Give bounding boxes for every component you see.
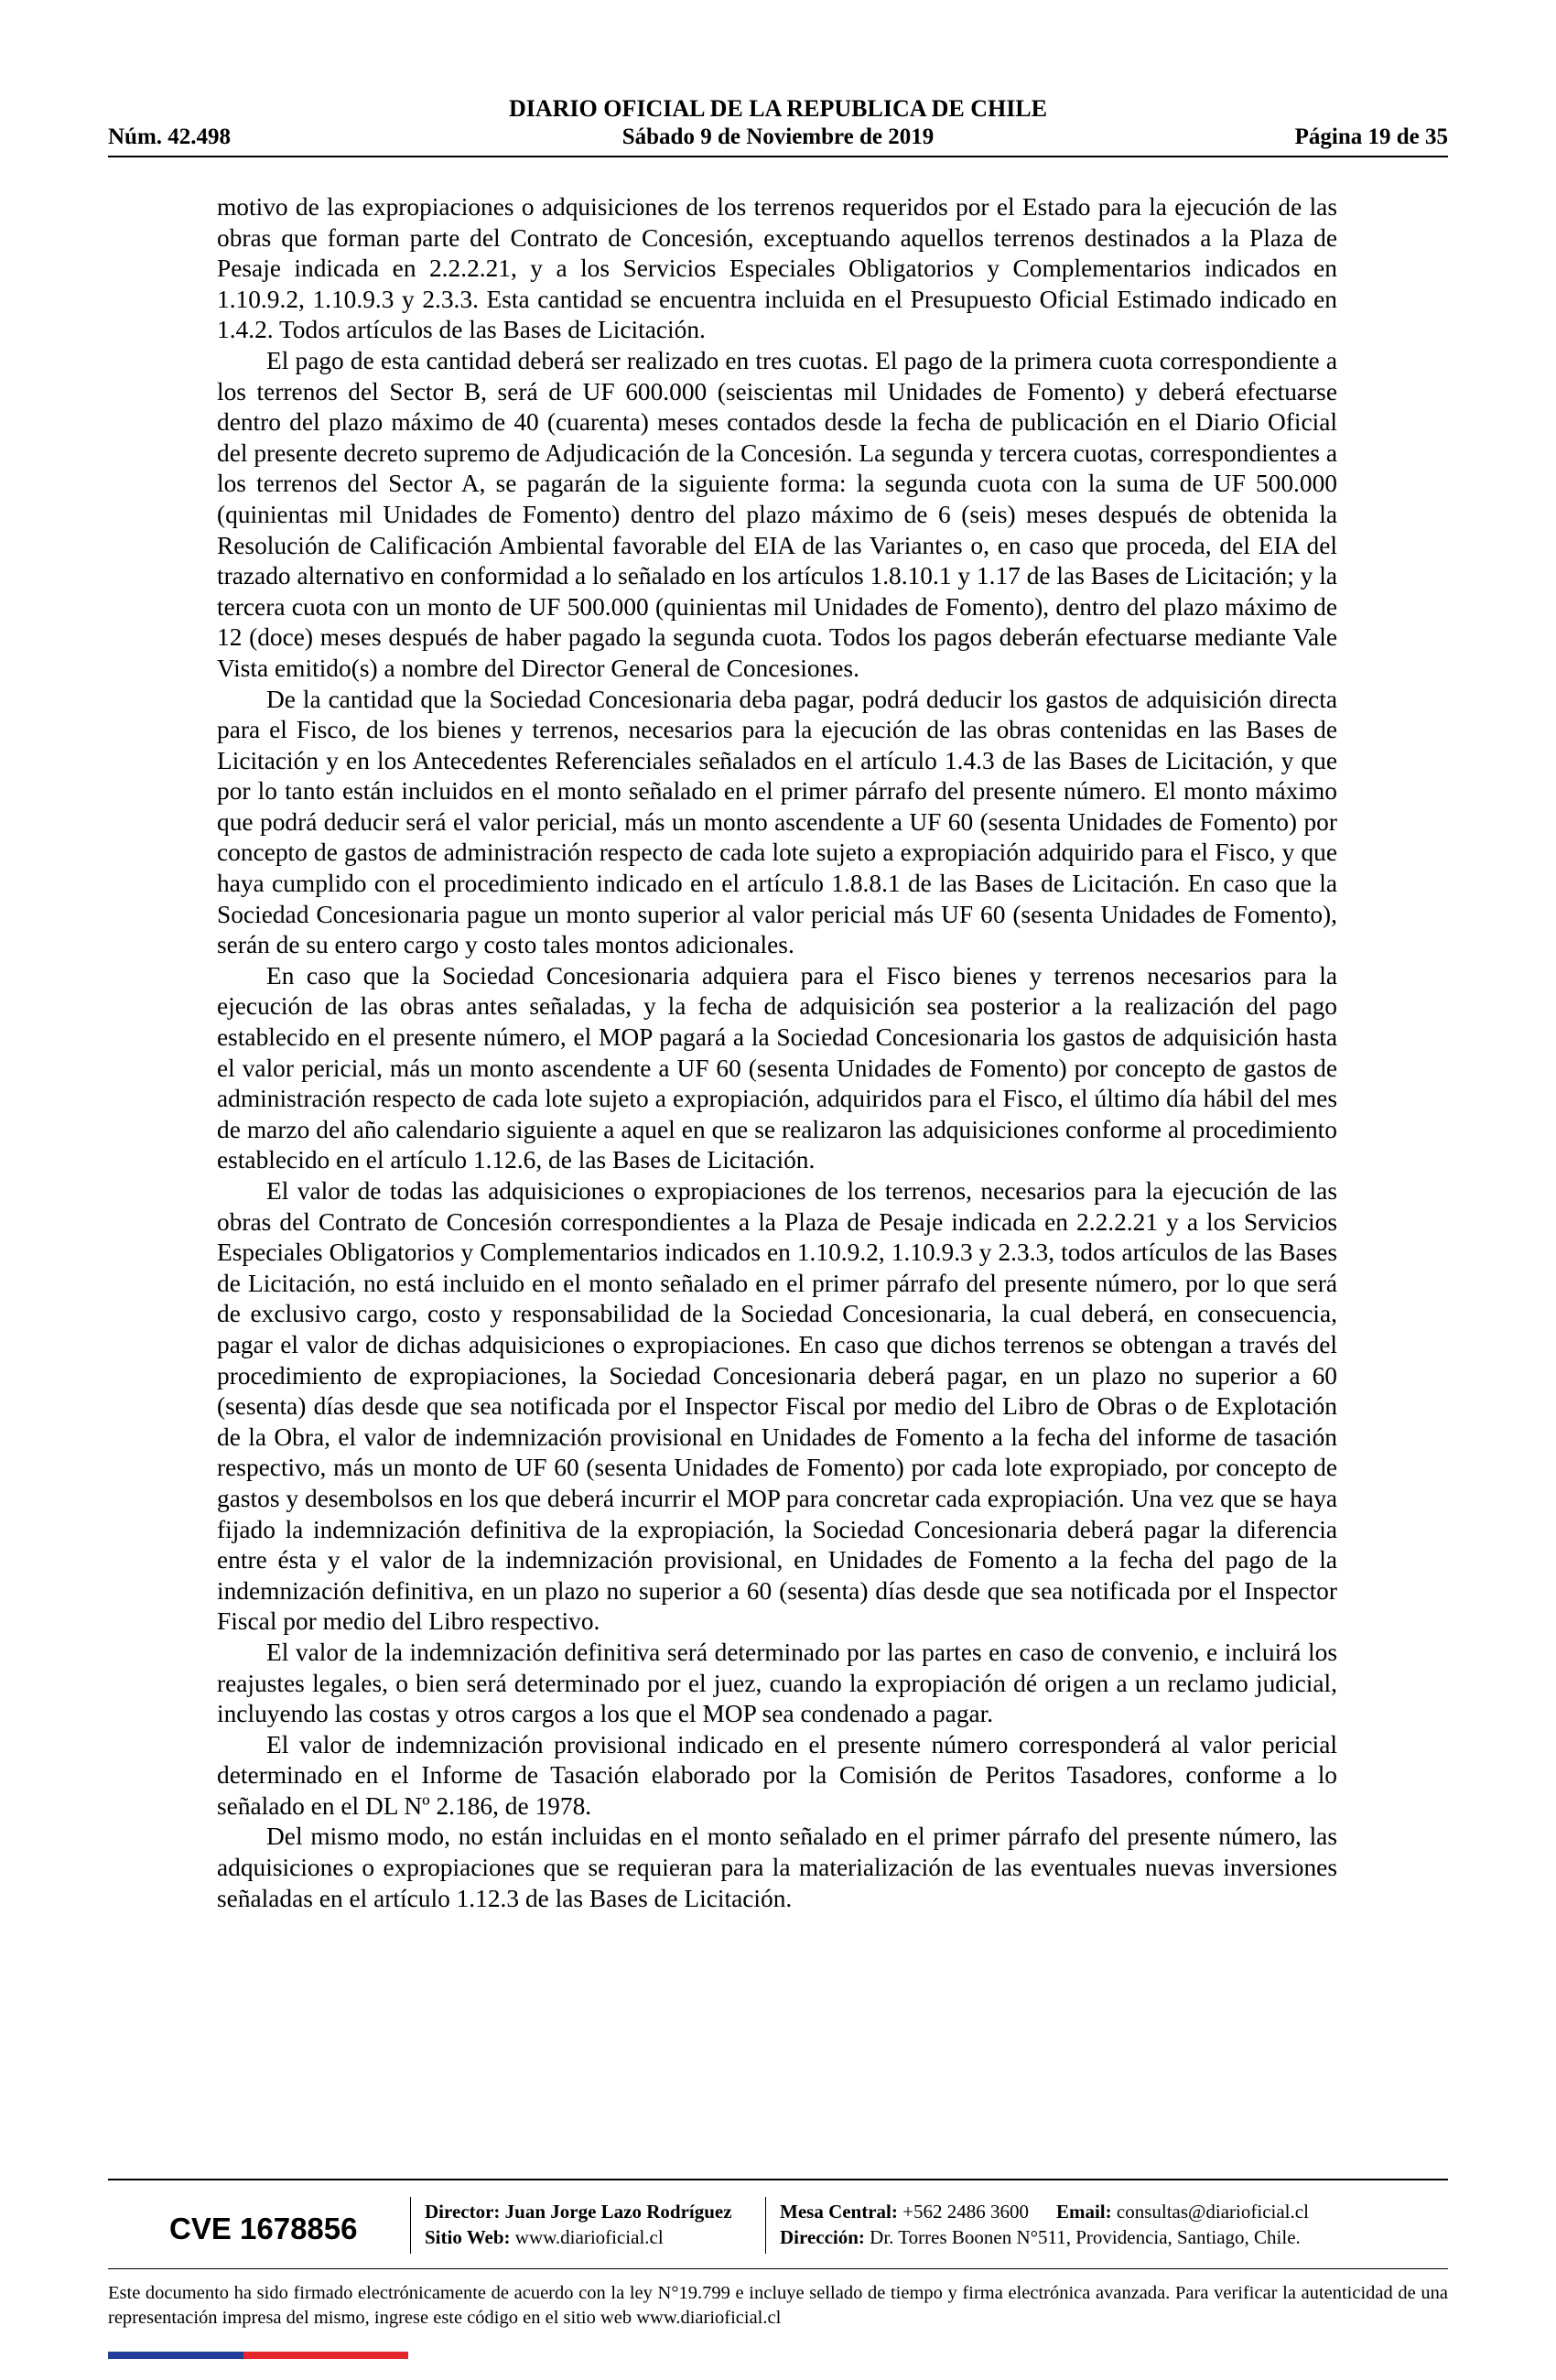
email-label: Email: [1055,2201,1112,2223]
paragraph: Del mismo modo, no están incluidas en el monto señalado en el primer párrafo del presente número, las adquisiciones o expropiaciones que se requieran para la materialización de las eventuales nuevas inversiones señaladas en el artículo 1.12.3 de las Bases de Licitación. [217,1823,1337,1912]
address-value: Dr. Torres Boonen N°511, Providencia, Santiago, Chile. [870,2226,1301,2248]
paragraph: De la cantidad que la Sociedad Concesionaria deba pagar, podrá deducir los gastos de adquisición directa para el Fisco, de los bienes y terrenos, necesarios para la ejecución de las obras contenidas en las Bases de Licitación y en los Antecedentes Referenciales señalados en el artículo 1.4.3 de las Bases de Licitación, y que por lo tanto están incluidos en el monto señalado en el primer párrafo del presente número. El monto máximo que podrá deducir será el valor pericial, más un monto ascendente a UF 60 (sesenta Unidades de Fomento) por concepto de gastos de administración respecto de cada lote sujeto a expropiación adquirido para el Fisco, y que haya cumplido con el procedimiento indicado en el artículo 1.8.8.1 de las Bases de Licitación. En caso que la Sociedad Concesionaria pague un monto superior al valor pericial más UF 60 (sesenta Unidades de Fomento), serán de su entero cargo y costo tales montos adicionales. [217,685,1337,959]
site-label: Sitio Web: [425,2226,511,2248]
director-name: Juan Jorge Lazo Rodríguez [504,2201,732,2223]
footer-divider [410,2197,411,2254]
page-number: Página 19 de 35 [1294,124,1448,149]
flag-red-segment [243,2352,408,2359]
page-header [108,90,1448,157]
flag-stripe [108,2352,408,2359]
footer-director-block [425,2199,732,2250]
paragraph: El pago de esta cantidad deberá ser realizado en tres cuotas. El pago de la primera cuota correspondiente a los terrenos del Sector B, será de UF 600.000 (seiscientas mil Unidades de Fomento) y deberá efectuarse dentro del plazo máximo de 40 (cuarenta) meses contados desde la fecha de publicación en el Diario Oficial del presente decreto supremo de Adjudicación de la Concesión. La segunda y tercera cuotas, correspondientes a los terrenos del Sector A, se pagarán de la siguiente forma: la segunda cuota con la suma de UF 500.000 (quinientas mil Unidades de Fomento) dentro del plazo máximo de 6 (seis) meses después de obtenida la Resolución de Calificación Ambiental favorable del EIA de las Variantes o, en caso que proceda, del EIA del trazado alternativo en conformidad a lo señalado en los artículos 1.8.10.1 y 1.17 de las Bases de Licitación; y la tercera cuota con un monto de UF 500.000 (quinientas mil Unidades de Fomento), dentro del plazo máximo de 12 (doce) meses después de haber pagado la segunda cuota. Todos los pagos deberán efectuarse mediante Vale Vista emitido(s) a nombre del Director General de Concesiones. [217,346,1337,682]
paragraph: El valor de la indemnización definitiva será determinado por las partes en caso de convenio, e incluirá los reajustes legales, o bien será determinado por el juez, cuando la expropiación dé origen a un reclamo judicial, incluyendo las costas y otros cargos a los que el MOP sea condenado a pagar. [217,1638,1337,1728]
paragraph: En caso que la Sociedad Concesionaria adquiera para el Fisco bienes y terrenos necesarios para la ejecución de las obras antes señaladas, y la fecha de adquisición sea posterior a la realización del pago establecido en el presente número, el MOP pagará a la Sociedad Concesionaria los gastos de adquisición hasta el valor pericial, más un monto ascendente a UF 60 (sesenta Unidades de Fomento) por concepto de gastos de administración respecto de cada lote sujeto a expropiación, adquiridos para el Fisco, el último día hábil del mes de marzo del año calendario siguiente a aquel en que se realizaron las adquisiciones conforme al procedimiento establecido en el artículo 1.12.6, de las Bases de Licitación. [217,961,1337,1174]
site-link[interactable]: www.diarioficial.cl [514,2226,664,2248]
publication-date: Sábado 9 de Noviembre de 2019 [621,124,935,149]
phone-label: Mesa Central: [780,2201,898,2223]
email-link[interactable]: consultas@diarioficial.cl [1116,2201,1309,2223]
footer-divider [765,2197,766,2254]
issue-number: Núm. 42.498 [108,124,232,149]
flag-blue-segment [108,2352,243,2359]
cve-code: CVE 1678856 [169,2212,358,2245]
address-label: Dirección: [780,2226,865,2248]
publication-title: DIARIO OFICIAL DE LA REPUBLICA DE CHILE [508,95,1047,122]
director-label: Director: [425,2201,501,2223]
footer-top-rule [108,2179,1448,2180]
paragraph: El valor de todas las adquisiciones o expropiaciones de los terrenos, necesarios para la ejecución de las obras del Contrato de Concesión correspondientes a la Plaza de Pesaje indicada en 2.2.2.21 y a los Servicios Especiales Obligatorios y Complementarios indicados en 1.10.9.2, 1.10.9.3 y 2.3.3, todos artículos de las Bases de Licitación, no está incluido en el monto señalado en el primer párrafo del presente número, por lo que será de exclusivo cargo, costo y responsabilidad de la Sociedad Concesionaria, la cual deberá, en consecuencia, pagar el valor de dichas adquisiciones o expropiaciones. En caso que dichos terrenos se obtengan a través del procedimiento de expropiaciones, la Sociedad Concesionaria deberá pagar, en un plazo no superior a 60 (sesenta) días desde que sea notificada por el Inspector Fiscal por medio del Libro de Obras o de Explotación de la Obra, el valor de indemnización provisional en Unidades de Fomento a la fecha del informe de tasación respectivo, más un monto de UF 60 (sesenta Unidades de Fomento) por cada lote expropiado, por concepto de gastos y desembolsos en los que deberá incurrir el MOP para concretar cada expropiación. Una vez que se haya fijado la indemnización definitiva de la expropiación, la Sociedad Concesionaria deberá pagar la diferencia entre ésta y el valor de la indemnización provisional, en Unidades de Fomento a la fecha del pago de la indemnización definitiva, en un plazo no superior a 60 (sesenta) días desde que sea notificada por el Inspector Fiscal por medio del Libro respectivo. [217,1177,1337,1636]
document-body [217,192,1337,1914]
paragraph: motivo de las expropiaciones o adquisiciones de los terrenos requeridos por el Estado para la ejecución de las obras que forman parte del Contrato de Concesión, exceptuando aquellos terrenos destinados a la Plaza de Pesaje indicada en 2.2.2.21, y a los Servicios Especiales Obligatorios y Complementarios indicados en 1.10.9.2, 1.10.9.3 y 2.3.3. Esta cantidad se encuentra incluida en el Presupuesto Oficial Estimado indicado en 1.4.2. Todos artículos de las Bases de Licitación. [217,193,1337,344]
footer-mid-rule [108,2268,1448,2269]
phone-value: +562 2486 3600 [902,2201,1029,2223]
page-footer [108,2179,1448,2362]
signature-note: Este documento ha sido firmado electrónicamente de acuerdo con la ley N°19.799 e incluye sellado de tiempo y firma electrónica avanzada. Para verificar la autenticidad de una representación impresa del mismo, ingrese este código en el sitio web www.diarioficial.cl [108,2283,1448,2328]
footer-contact-block [780,2199,1309,2250]
paragraph: El valor de indemnización provisional indicado en el presente número corresponderá al valor pericial determinado en el Informe de Tasación elaborado por la Comisión de Peritos Tasadores, conforme a lo señalado en el DL Nº 2.186, de 1978. [217,1730,1337,1820]
